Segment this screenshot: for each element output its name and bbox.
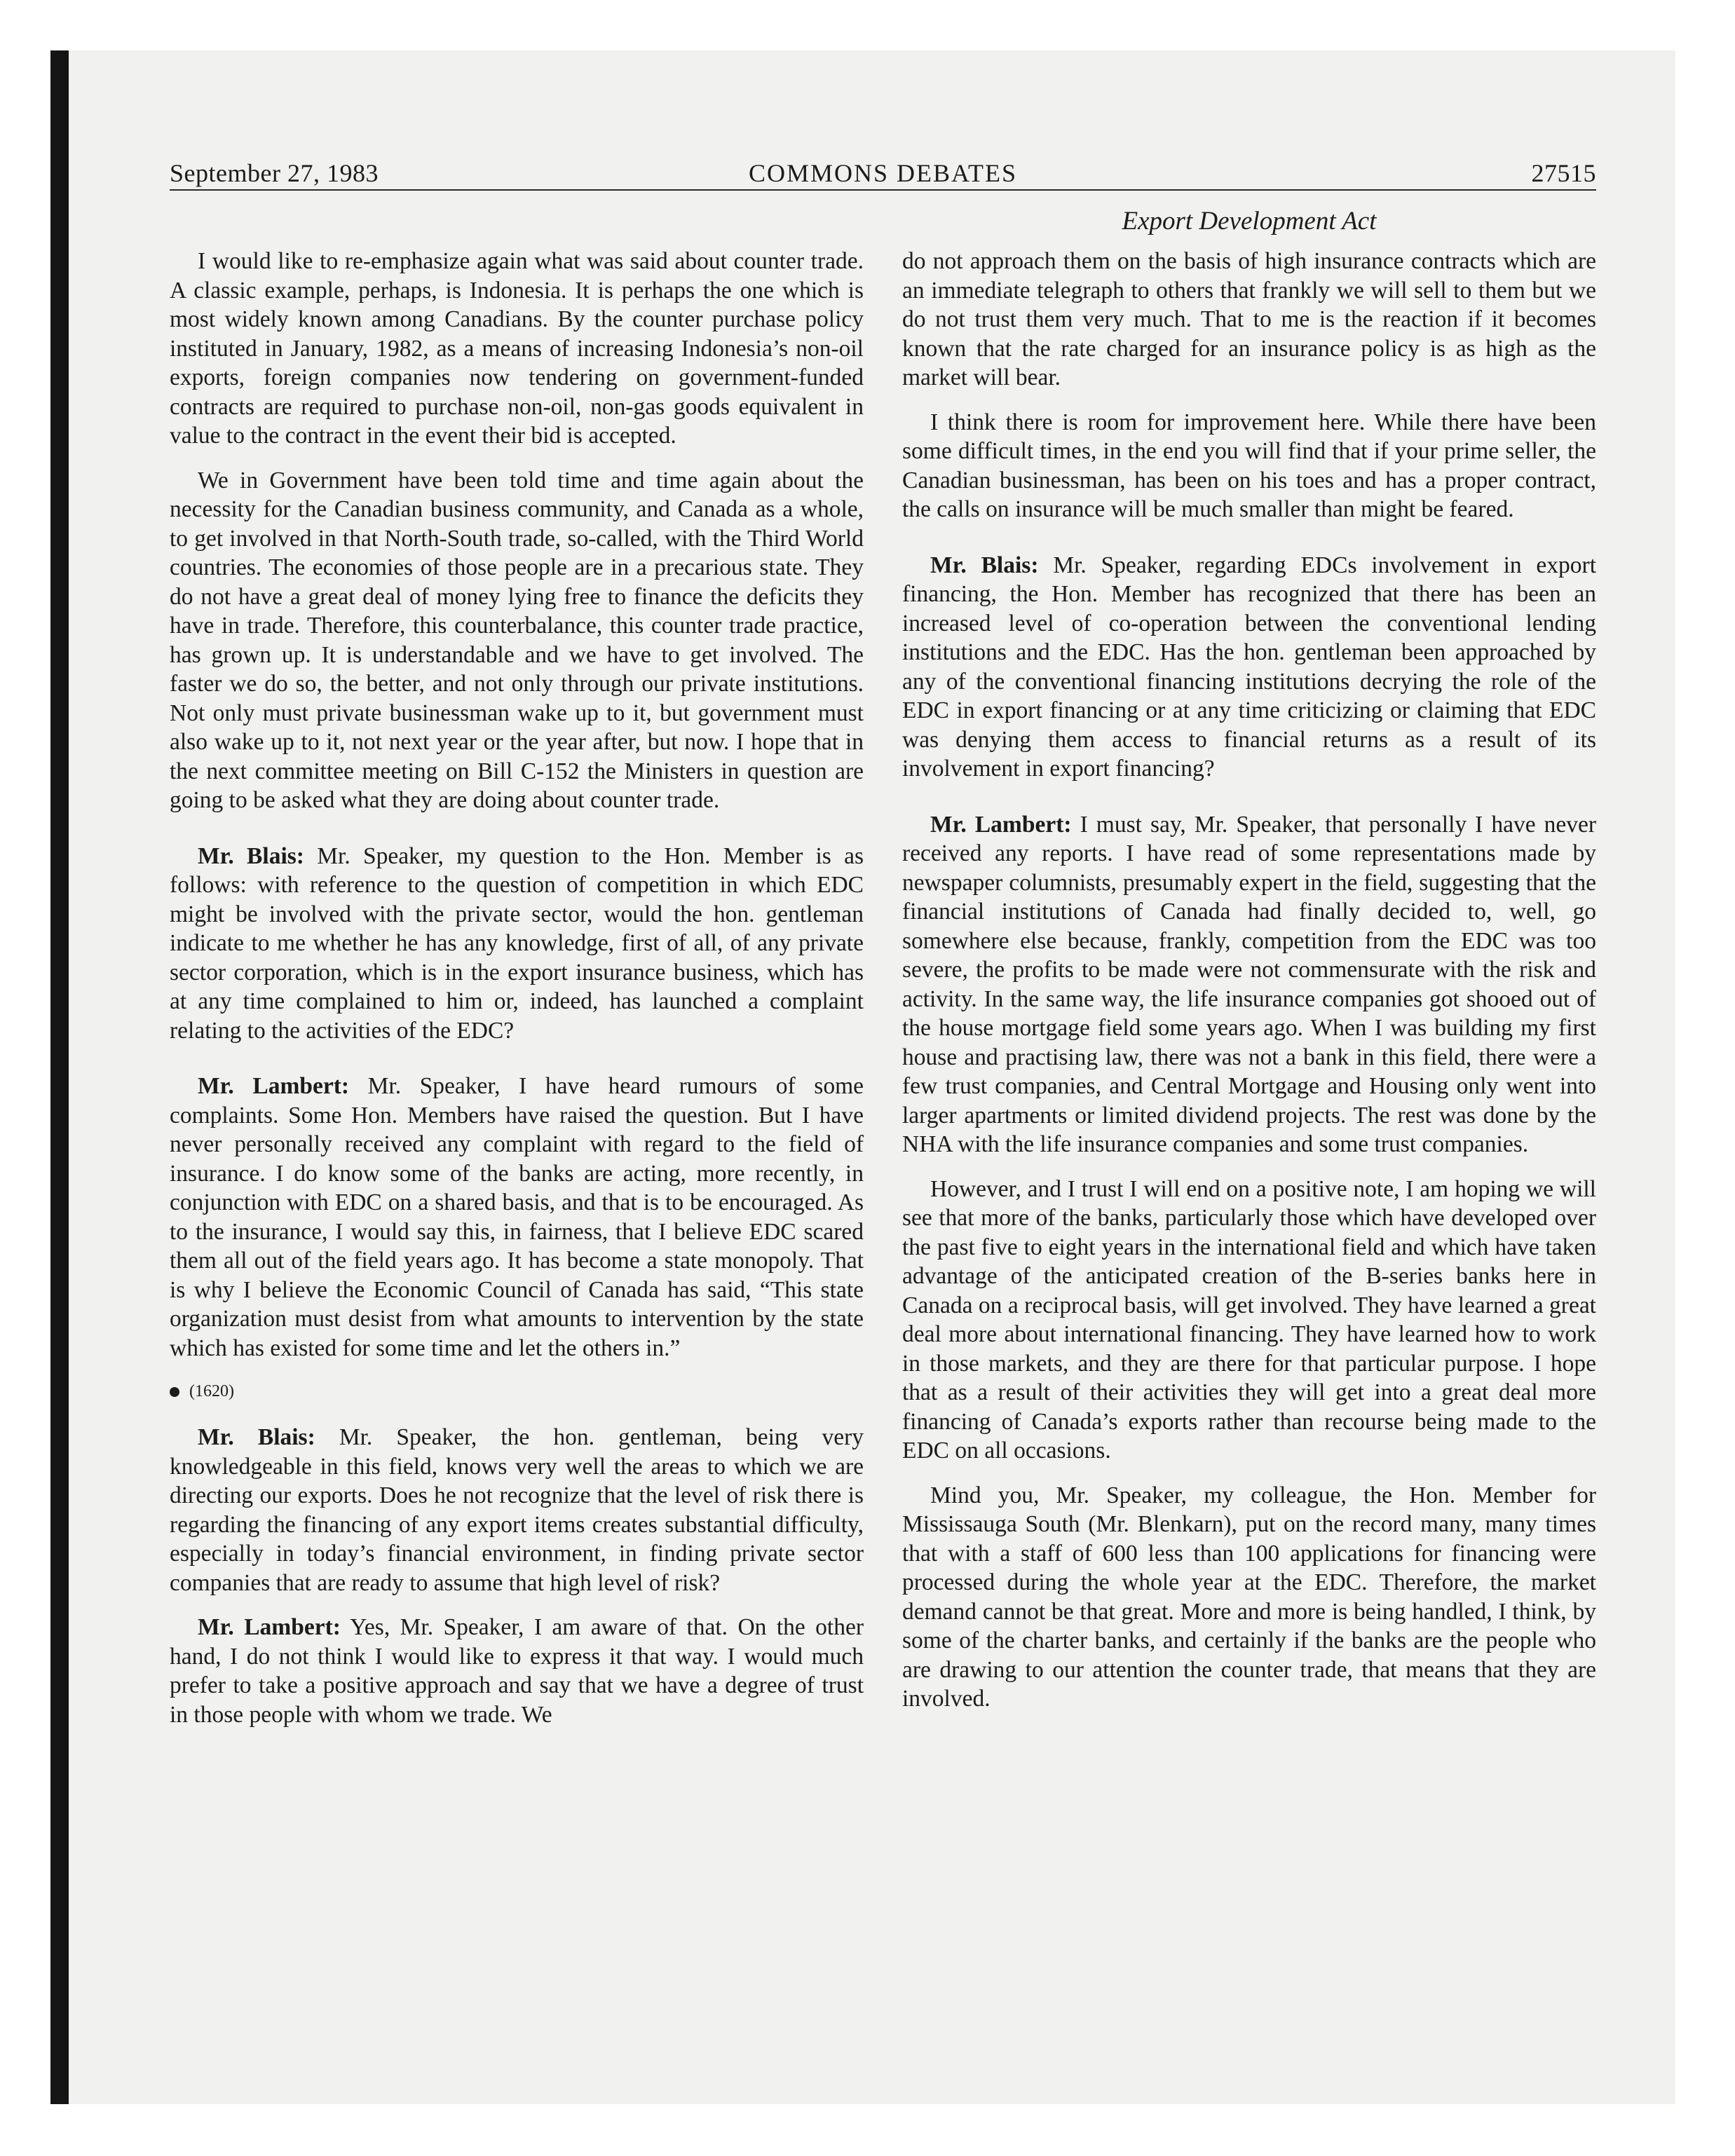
header-publication: COMMONS DEBATES bbox=[748, 159, 1018, 187]
paragraph: I would like to re-emphasize again what was said about counter trade. A classic example, perhaps, is Indonesia. It is perhaps the one which is most widely known among Canadians. By the counter purchase policy instituted in January, 1982, as a means of increasing Indonesia’s non-oil exports, foreign companies now tendering on government-funded contracts are required to purchase non-oil, non-gas goods equivalent in value to the contract in the event their bid is accepted. bbox=[170, 248, 864, 449]
speech-text: Mr. Speaker, the hon. gentleman, being very knowledgeable in this field, knows very well the areas to which we are directing our exports. Does he not recognize that the level of risk there is regarding the financing of any export items creates substantial difficulty, especially in today’s financial environment, in finding private sector companies that are ready to assume that high level of risk? bbox=[170, 1424, 864, 1596]
speech-text: Mr. Speaker, I have heard rumours of some complaints. Some Hon. Members have raised the question. But I have never personally received any complaint with regard to the field of insurance. I do know some of the banks are acting, more recently, in conjunction with EDC on a shared basis, and that is to be encouraged. As to the insurance, I would say this, in fairness, that I believe EDC scared them all out of the field years ago. It has become a state monopoly. That is why I believe the Economic Council of Canada has said, “This state organization must desist from what amounts to intervention by the state which has existed for some time and let the others in.” bbox=[170, 1073, 864, 1361]
header-page-number: 27515 bbox=[1531, 159, 1596, 187]
scan-border bbox=[50, 50, 69, 2104]
bullet-icon bbox=[170, 1387, 179, 1397]
running-title: Export Development Act bbox=[1122, 207, 1377, 236]
speech-paragraph bbox=[170, 1423, 864, 1597]
right-column bbox=[902, 247, 1596, 1729]
paragraph: I think there is room for improvement here. While there have been some difficult times, in the end you will find that if your prime seller, the Canadian businessman, has been on his toes and has a proper contract, the calls on insurance will be much smaller than might be feared. bbox=[902, 409, 1596, 522]
speech-text: Mr. Speaker, regarding EDCs involvement in export financing, the Hon. Member has recognized that there has been an increased level of co-operation between the conventional lending institutions and the EDC. Has the hon. gentleman been approached by any of the conventional financing institutions decrying the role of the EDC in export financing or at any time criticizing or claiming that EDC was denying them access to financial returns as a result of its involvement in export financing? bbox=[902, 552, 1597, 782]
paragraph: We in Government have been told time and time again about the necessity for the Canadian business community, and Canada as a whole, to get involved in that North-South trade, so-called, with the Third World countries. The economies of those people are in a precarious state. They do not have a great deal of money lying free to finance the deficits they have in trade. Therefore, this counterbalance, this counter trade practice, has grown up. It is understandable and we have to get involved. The faster we do so, the better, and not only through our private institutions. Not only must private businessman wake up to it, but government must also wake up to it, not next year or the year after, but now. I hope that in the next committee meeting on Bill C-152 the Ministers in question are going to be asked what they are doing about counter trade. bbox=[170, 467, 864, 813]
speech-paragraph bbox=[170, 1613, 864, 1729]
left-column bbox=[170, 247, 864, 1745]
speech-paragraph bbox=[170, 842, 864, 1046]
time-marker-text: (1620) bbox=[189, 1382, 234, 1400]
header-date: September 27, 1983 bbox=[170, 159, 379, 187]
speaker-name: Mr. Lambert: bbox=[198, 1073, 350, 1099]
time-marker bbox=[170, 1381, 864, 1402]
speech-text: Yes, Mr. Speaker, I am aware of that. On the other hand, I do not think I would like to express it that way. I would much prefer to take a positive approach and say that we have a degree of trust in those people with whom we trade. We bbox=[170, 1614, 864, 1728]
speaker-name: Mr. Blais: bbox=[930, 552, 1039, 578]
speech-text: I must say, Mr. Speaker, that personally I have never received any reports. I have read of some representations made by newspaper columnists, presumably expert in the field, suggesting that the financial institutions of Canada had finally decided to, well, go somewhere else because, frankly, competition from the EDC was too severe, the profits to be made were not commensurate with the risk and activity. In the same way, the life insurance companies got shooed out of the house mortgage field some years ago. When I was building my first house and practising law, there was not a bank in this field, there were a few trust companies, and Central Mortgage and Housing only went into larger apartments or limited dividend projects. The rest was done by the NHA with the life insurance companies and some trust companies. bbox=[902, 811, 1597, 1157]
speaker-name: Mr. Blais: bbox=[198, 1424, 315, 1450]
paragraph: do not approach them on the basis of high insurance contracts which are an immediate telegraph to others that frankly we will sell to them but we do not trust them very much. That to me is the reaction if it becomes known that the rate charged for an insurance policy is as high as the market will bear. bbox=[902, 248, 1596, 390]
paragraph: However, and I trust I will end on a positive note, I am hoping we will see that more of the banks, particularly those which have developed over the past five to eight years in the international field and which have taken advantage of the anticipated creation of the B-series banks here in Canada on a reciprocal basis, will get involved. They have learned a great deal more about international financing. They have learned how to work in those markets, and they are there for that particular purpose. I hope that as a result of their activities they will get into a great deal more financing of Canada’s exports rather than recourse being made to the EDC on all occasions. bbox=[902, 1175, 1596, 1464]
speaker-name: Mr. Lambert: bbox=[930, 811, 1072, 838]
speech-paragraph bbox=[902, 810, 1596, 1159]
speaker-name: Mr. Lambert: bbox=[198, 1614, 341, 1640]
page-header bbox=[170, 153, 1596, 191]
speech-paragraph bbox=[170, 1072, 864, 1363]
speaker-name: Mr. Blais: bbox=[198, 842, 304, 869]
speech-text: Mr. Speaker, my question to the Hon. Member is as follows: with reference to the question of competition in which EDC might be involved with the private sector, would the hon. gentleman indicate to me whether he has any knowledge, first of all, of any private sector corporation, which is in the export insurance business, which has at any time complained to him or, indeed, has launched a complaint relating to the activities of the EDC? bbox=[170, 842, 864, 1044]
paragraph: Mind you, Mr. Speaker, my colleague, the Hon. Member for Mississauga South (Mr. Blenkarn), put on the record many, many times that with a staff of 600 less than 100 applications for financing were processed during the whole year at the EDC. Therefore, the market demand cannot be that great. More and more is being handled, I think, by some of the charter banks, and certainly if the banks are the people who are drawing to our attention the counter trade, that means that they are involved. bbox=[902, 1482, 1596, 1712]
speech-paragraph bbox=[902, 551, 1596, 784]
